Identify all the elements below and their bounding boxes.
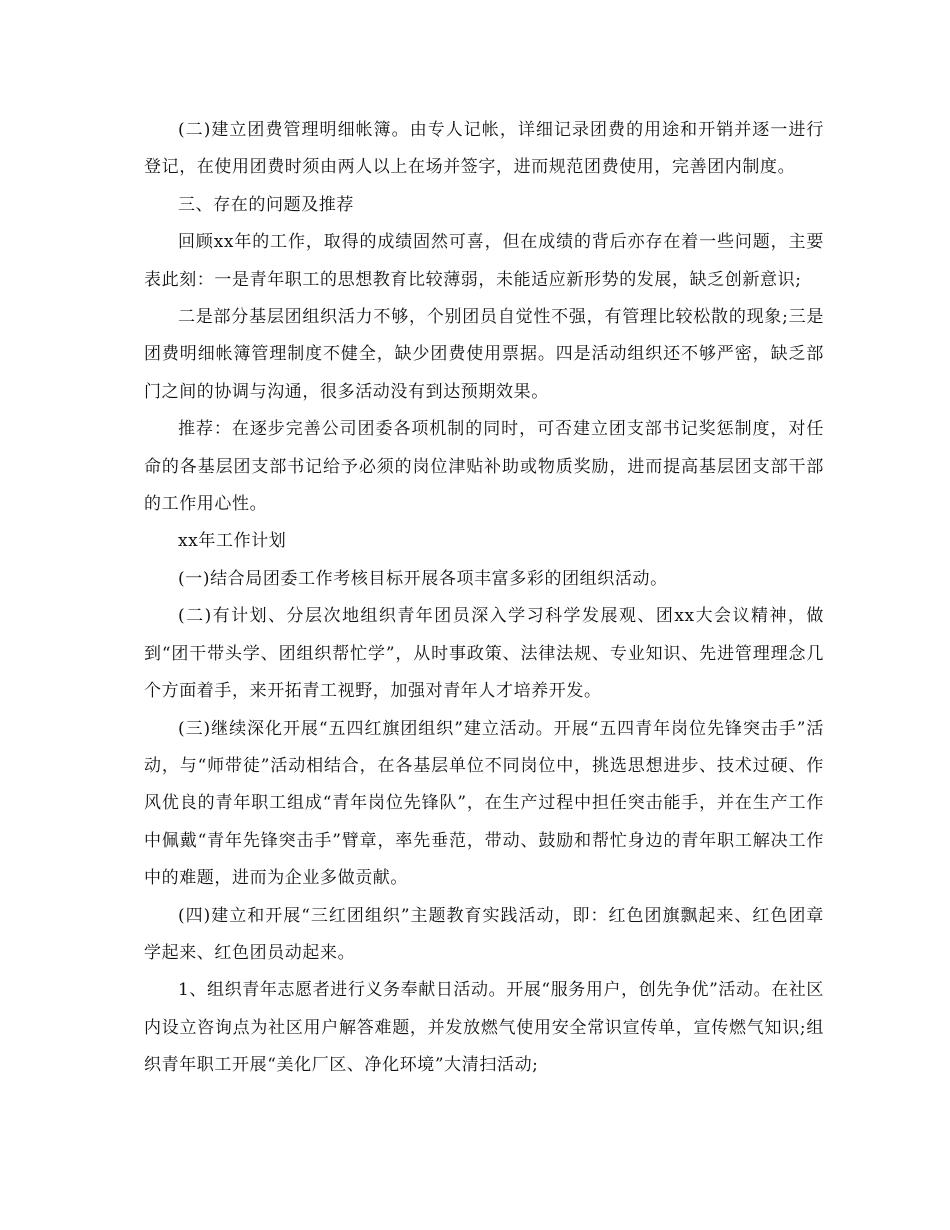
paragraph-plan-1: (一)结合局团委工作考核目标开展各项丰富多彩的团组织活动。 [178, 568, 668, 589]
document-body [144, 112, 824, 1085]
section-heading-work-plan: xx年工作计划 [178, 531, 287, 552]
paragraph-review: 回顾xx年的工作，取得的成绩固然可喜，但在成绩的背后亦存在着一些问题，主要表此刻：一是青年职工的思想教育比较薄弱，未能适应新形势的发展，缺乏创新意识; [144, 232, 824, 290]
paragraph-plan-4: (四)建立和开展“三红团组织”主题教育实践活动，即：红色团旗飘起来、红色团章学起来、红色团员动起来。 [144, 905, 824, 963]
section-heading-problems: 三、存在的问题及推荐 [178, 194, 354, 215]
paragraph-problems-list: 二是部分基层团组织活力不够，个别团员自觉性不强，有管理比较松散的现象;三是团费明细帐簿管理制度不健全，缺少团费使用票据。四是活动组织还不够严密，缺乏部门之间的协调与沟通，很多活动没有到达预期效果。 [144, 307, 824, 402]
paragraph-recommendation: 推荐：在逐步完善公司团委各项机制的同时，可否建立团支部书记奖惩制度，对任命的各基层团支部书记给予必须的岗位津贴补助或物质奖励，进而提高基层团支部干部的工作用心性。 [144, 419, 824, 515]
paragraph-volunteer-activity: 1、组织青年志愿者进行义务奉献日活动。开展“服务用户，创先争优”活动。在社区内设立咨询点为社区用户解答难题，并发放燃气使用安全常识宣传单，宣传燃气知识;组织青年职工开展“美化厂区、净化环境”大清扫活动; [144, 980, 824, 1076]
paragraph-plan-3: (三)继续深化开展“五四红旗团组织”建立活动。开展“五四青年岗位先锋突击手”活动，与“师带徒”活动相结合，在各基层单位不同岗位中，挑选思想进步、技术过硬、作风优良的青年职工组成“青年岗位先锋队”，在生产过程中担任突击能手，并在生产工作中佩戴“青年先锋突击手”臂章，率先垂范，带动、鼓励和帮忙身边的青年职工解决工作中的难题，进而为企业多做贡献。 [144, 718, 824, 889]
paragraph-fee-ledger: (二)建立团费管理明细帐簿。由专人记帐，详细记录团费的用途和开销并逐一进行登记，在使用团费时须由两人以上在场并签字，进而规范团费使用，完善团内制度。 [144, 120, 824, 178]
paragraph-plan-2: (二)有计划、分层次地组织青年团员深入学习科学发展观、团xx大会议精神，做到“团干带头学、团组织帮忙学”，从时事政策、法律法规、专业知识、先进管理理念几个方面着手，来开拓青工视野，加强对青年人才培养开发。 [144, 606, 824, 702]
